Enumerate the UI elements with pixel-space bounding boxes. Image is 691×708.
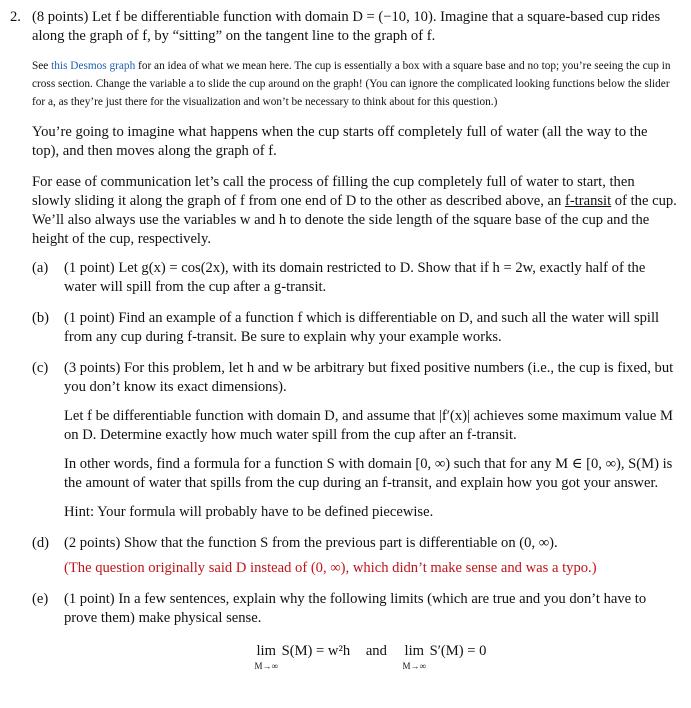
part-d-body [64,534,677,578]
paragraph-transit-definition [32,173,677,249]
part-e-label: (e) [32,591,49,607]
problem-intro [32,8,677,46]
part-c-para2: Let f be differentiable function with domain D, and assume that |f′(x)| achieves some maximum value M on D. Determine exactly how much water spill from the cup after an f-transit. [64,408,673,443]
limit-1-op: lim [256,643,276,659]
transit-def-after: of the cup. We’ll also always use the variables w and h to denote the side length of the square base of the cup and the height of the cup, respectively. [32,193,677,247]
limit-1-expr: S(M) = w²h [281,643,351,659]
transit-term: f-transit [564,193,612,209]
problem-intro-text: Let f be differentiable function with domain D = (−10, 10). Imagine that a square-based cup rides along the graph of f, by “sitting” on the tangent line to the graph of f. [32,9,661,44]
limit-2-op: lim [404,643,424,659]
part-a [32,259,677,297]
part-c-body [64,359,677,522]
part-a-label: (a) [32,260,49,276]
part-c-hint: Hint: Your formula will probably have to be defined piecewise. [64,504,434,520]
limit-2-expr: S′(M) = 0 [429,643,487,659]
limit-1-sub: M→∞ [254,661,278,671]
part-b [32,309,677,347]
problem-points: (8 points) [32,9,89,25]
transit-def-before: For ease of communication let’s call the process of filling the cup completely full of water to start, then slowly sliding it along the graph of f from one end of D to the other as described above, an [32,174,635,209]
paragraph-full-water: You’re going to imagine what happens when the cup starts off completely full of water (all the way to the top), and then moves along the graph of f. [32,124,648,159]
part-c-para3: In other words, find a formula for a function S with domain [0, ∞) such that for any M ∈ [0, ∞), S(M) is the amount of water that spills from the cup during an f-transit, and explain how you got your answer. [64,456,673,491]
typo-note: (The question originally said D instead of (0, ∞), which didn’t make sense and was a typo.) [64,560,597,576]
part-c-text: (3 points) For this problem, let h and w be arbitrary but fixed positive numbers (i.e., the cup is fixed, but you don’t know its exact dimensions). [64,360,674,395]
limit-2-sub: M→∞ [402,661,426,671]
limit-2 [403,642,487,671]
part-c-label: (c) [32,360,49,376]
part-d-text: (2 points) Show that the function S from the previous part is differentiable on (0, ∞). [64,535,558,551]
part-b-label: (b) [32,310,50,326]
limits-equation [64,642,677,671]
part-e [32,590,677,671]
part-e-body [64,590,677,671]
problem-header [10,8,677,46]
problem-number: 2. [10,9,21,25]
note-rest: for an idea of what we mean here. The cup is essentially a box with a square base and no top; you’re seeing the cup in cross section. Change the variable a to slide the cup around on the graph! (You can ignore the complicated looking functions below the slider for a, as they’re just there for the visualization and won’t be necessary to think about for this question.) [32,60,671,108]
part-a-text: (1 point) Let g(x) = cos(2x), with its domain restricted to D. Show that if h = 2w, exactly half of the water will spill from the cup after a g-transit. [64,260,646,295]
limits-and: and [365,643,387,659]
part-e-text: (1 point) In a few sentences, explain why the following limits (which are true and you don’t have to prove them) make physical sense. [64,591,647,626]
part-c [32,359,677,522]
part-b-text: (1 point) Find an example of a function f which is differentiable on D, and such all the water will spill from any cup during f-transit. Be sure to explain why your example works. [64,310,660,345]
limit-1 [255,642,351,671]
note-prefix: See [32,60,52,72]
part-d [32,534,677,578]
problem-parts [32,259,677,671]
part-d-label: (d) [32,535,50,551]
desmos-graph-link[interactable]: this Desmos graph [51,60,136,72]
desmos-note [32,57,677,111]
